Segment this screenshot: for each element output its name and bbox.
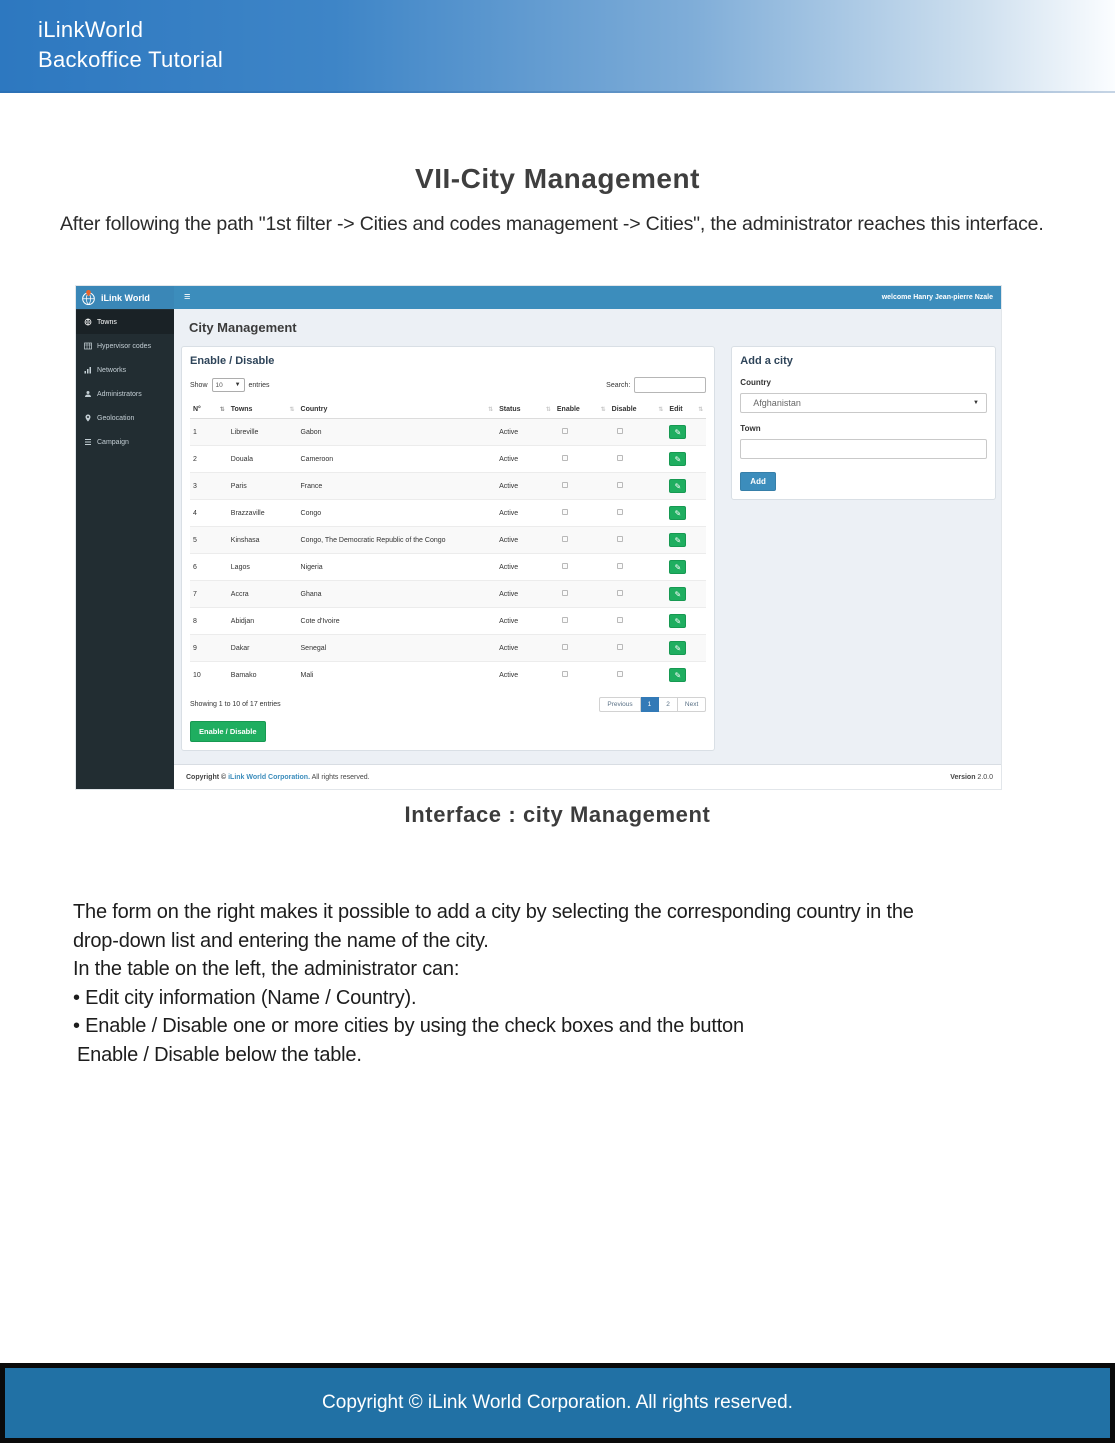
edit-button[interactable] (669, 668, 686, 682)
user-icon (84, 390, 92, 398)
col-header-number[interactable] (190, 401, 228, 419)
cell-status: Active (496, 662, 554, 689)
enable-disable-button[interactable]: Enable / Disable (190, 721, 266, 742)
edit-button[interactable] (669, 614, 686, 628)
company-link[interactable]: iLink World Corporation. (228, 773, 311, 781)
version-label: Version (950, 773, 976, 781)
sidebar-item-label: Hypervisor codes (97, 342, 152, 350)
page-header (0, 0, 1115, 93)
edit-icon: ✎ (674, 589, 682, 599)
col-header-enable[interactable] (554, 401, 609, 419)
cell-country: Cote d'Ivoire (298, 608, 497, 635)
cell-country: Cameroon (298, 446, 497, 473)
page-title: VII-City Management (415, 163, 700, 194)
signal-bars-icon (84, 366, 92, 374)
sidebar-item-hypervisor-codes[interactable] (76, 334, 174, 358)
description-line: • Enable / Disable one or more cities by using the check boxes and the button (73, 1015, 744, 1037)
enable-disable-panel (181, 346, 715, 751)
search-input[interactable] (634, 377, 706, 393)
edit-button[interactable] (669, 533, 686, 547)
edit-button[interactable] (669, 425, 686, 439)
sidebar-item-towns[interactable] (76, 310, 174, 334)
footer-copyright-text: Copyright © iLink World Corporation. All rights reserved. (322, 1392, 793, 1413)
town-label: Town (740, 424, 761, 433)
edit-icon: ✎ (674, 670, 682, 680)
cell-town: Douala (228, 446, 298, 473)
col-header-towns[interactable] (228, 401, 298, 419)
copyright-prefix: Copyright © (186, 773, 229, 781)
col-label: Edit (669, 406, 683, 413)
show-label: Show (190, 381, 208, 389)
edit-icon: ✎ (674, 454, 682, 464)
table-row (190, 419, 706, 446)
disable-checkbox[interactable] (617, 482, 623, 488)
sidebar-item-label: Networks (97, 366, 127, 374)
enable-checkbox[interactable] (562, 482, 568, 488)
page-length-value: 10 (215, 381, 223, 389)
table-row (190, 608, 706, 635)
version-number: 2.0.0 (975, 773, 993, 781)
brand-line-2: Backoffice Tutorial (38, 47, 224, 72)
panel-title: Add a city (740, 355, 793, 367)
description-line: In the table on the left, the administrator can: (73, 958, 460, 980)
cell-number: 1 (190, 419, 228, 446)
intro-paragraph: After following the path "1st filter -> Cities and codes management -> Cities", the administrator reaches this interface. (60, 213, 1044, 235)
panel-title: Enable / Disable (190, 355, 275, 367)
page-footer (0, 1363, 1115, 1443)
cell-town: Abidjan (228, 608, 298, 635)
description-line: • Edit city information (Name / Country). (73, 986, 417, 1009)
sidebar-item-campaign[interactable] (76, 430, 174, 454)
disable-checkbox[interactable] (617, 536, 623, 542)
sort-icon: ⇅ (219, 406, 225, 413)
table-row (190, 446, 706, 473)
table-row (190, 554, 706, 581)
table-row (190, 500, 706, 527)
cell-status: Active (496, 554, 554, 581)
cell-country: Ghana (298, 581, 497, 608)
edit-icon: ✎ (674, 616, 682, 626)
enable-checkbox[interactable] (562, 590, 568, 596)
cell-status: Active (496, 608, 554, 635)
cell-town: Brazzaville (228, 500, 298, 527)
col-label: Towns (230, 406, 253, 413)
enable-checkbox[interactable] (562, 428, 568, 434)
chevron-down-icon: ▼ (234, 382, 241, 388)
pagination-previous[interactable]: Previous (599, 697, 640, 712)
enable-checkbox[interactable] (562, 455, 568, 461)
sort-icon: ⇅ (488, 406, 494, 413)
cell-town: Dakar (228, 635, 298, 662)
brand-line-1: iLinkWorld (38, 17, 144, 42)
entries-label: entries (248, 381, 270, 389)
app-logo (76, 286, 174, 309)
cell-country: Congo, The Democratic Republic of the Congo (298, 527, 497, 554)
description-line: Enable / Disable below the table. (77, 1043, 362, 1066)
add-button[interactable]: Add (740, 472, 776, 491)
edit-icon: ✎ (674, 481, 682, 491)
globe-icon (84, 318, 92, 326)
cities-table (190, 401, 706, 689)
table-icon (84, 342, 92, 350)
app-brand: iLink World (101, 292, 150, 303)
cell-number: 9 (190, 635, 228, 662)
sidebar-item-label: Towns (97, 318, 117, 326)
cell-status: Active (496, 419, 554, 446)
sort-icon: ⇅ (600, 406, 606, 413)
country-selected-value: Afghanistan (753, 398, 801, 408)
figure-caption: Interface : city Management (404, 802, 711, 827)
col-label: N° (193, 406, 201, 413)
cell-number: 8 (190, 608, 228, 635)
edit-icon: ✎ (674, 643, 682, 653)
main-content (174, 309, 1001, 764)
enable-checkbox[interactable] (562, 509, 568, 515)
welcome-user-text: welcome Hanry Jean-pierre Nzale (881, 294, 993, 301)
sidebar-item-label: Geolocation (97, 414, 135, 422)
edit-button[interactable] (669, 452, 686, 466)
cell-number: 4 (190, 500, 228, 527)
edit-button[interactable] (669, 506, 686, 520)
cell-town: Paris (228, 473, 298, 500)
edit-icon: ✎ (674, 535, 682, 545)
menu-toggle-icon[interactable]: ≡ (184, 291, 191, 303)
col-header-country[interactable] (298, 401, 497, 419)
cell-country: Senegal (298, 635, 497, 662)
col-label: Enable (556, 406, 580, 413)
pagination (599, 697, 706, 712)
sort-icon: ⇅ (698, 406, 704, 413)
map-pin-icon (84, 414, 92, 422)
cell-status: Active (496, 527, 554, 554)
app-footer (174, 764, 1001, 789)
cell-number: 10 (190, 662, 228, 689)
country-select[interactable] (740, 393, 987, 413)
edit-button[interactable] (669, 560, 686, 574)
globe-pin-logo-icon (81, 290, 96, 306)
edit-icon: ✎ (674, 427, 682, 437)
table-row (190, 527, 706, 554)
cell-number: 3 (190, 473, 228, 500)
sidebar (76, 309, 174, 789)
col-label: Country (300, 406, 328, 413)
add-city-panel (731, 346, 996, 500)
pagination-page-1[interactable]: 1 (641, 697, 660, 712)
chevron-down-icon: ▼ (973, 400, 979, 406)
sidebar-item-label: Administrators (97, 390, 142, 398)
edit-button[interactable] (669, 479, 686, 493)
enable-checkbox[interactable] (562, 644, 568, 650)
disable-checkbox[interactable] (617, 617, 623, 623)
enable-checkbox[interactable] (562, 563, 568, 569)
table-row (190, 473, 706, 500)
col-header-disable[interactable] (609, 401, 667, 419)
sidebar-item-networks[interactable] (76, 358, 174, 382)
table-row (190, 581, 706, 608)
enable-checkbox[interactable] (562, 671, 568, 677)
sidebar-item-administrators[interactable] (76, 382, 174, 406)
edit-icon: ✎ (674, 508, 682, 518)
disable-checkbox[interactable] (617, 509, 623, 515)
town-input[interactable] (740, 439, 987, 459)
description-block (73, 898, 1073, 1069)
sort-icon: ⇅ (545, 406, 551, 413)
list-icon (84, 438, 92, 446)
disable-checkbox[interactable] (617, 563, 623, 569)
cell-town: Accra (228, 581, 298, 608)
edit-icon: ✎ (674, 562, 682, 572)
cell-town: Bamako (228, 662, 298, 689)
cell-number: 2 (190, 446, 228, 473)
page-length-select[interactable] (212, 378, 245, 392)
col-label: Status (499, 406, 521, 413)
disable-checkbox[interactable] (617, 455, 623, 461)
description-line: drop-down list and entering the name of the city. (73, 929, 489, 952)
sort-icon: ⇅ (289, 406, 295, 413)
cell-number: 6 (190, 554, 228, 581)
disable-checkbox[interactable] (617, 428, 623, 434)
cell-number: 5 (190, 527, 228, 554)
cell-number: 7 (190, 581, 228, 608)
cell-status: Active (496, 635, 554, 662)
screenshot-city-management (75, 285, 1002, 790)
pagination-next[interactable]: Next (678, 697, 706, 712)
cell-status: Active (496, 446, 554, 473)
enable-checkbox[interactable] (562, 617, 568, 623)
cell-country: Gabon (298, 419, 497, 446)
col-header-edit[interactable] (666, 401, 706, 419)
description-line: The form on the right makes it possible to add a city by selecting the corresponding country in the (73, 901, 914, 923)
col-header-status[interactable] (496, 401, 554, 419)
disable-checkbox[interactable] (617, 590, 623, 596)
disable-checkbox[interactable] (617, 671, 623, 677)
sidebar-item-geolocation[interactable] (76, 406, 174, 430)
table-row (190, 662, 706, 689)
content-heading: City Management (189, 320, 297, 335)
cell-town: Lagos (228, 554, 298, 581)
cell-country: Congo (298, 500, 497, 527)
cell-country: Mali (298, 662, 497, 689)
cell-country: France (298, 473, 497, 500)
rights-text: All rights reserved. (310, 773, 370, 781)
navbar (76, 286, 1001, 309)
cell-status: Active (496, 473, 554, 500)
country-label: Country (740, 378, 771, 387)
cell-status: Active (496, 500, 554, 527)
edit-button[interactable] (669, 641, 686, 655)
enable-checkbox[interactable] (562, 536, 568, 542)
search-label: Search: (606, 381, 631, 389)
cell-town: Libreville (228, 419, 298, 446)
sidebar-item-label: Campaign (97, 438, 129, 446)
edit-button[interactable] (669, 587, 686, 601)
showing-entries-text: Showing 1 to 10 of 17 entries (190, 700, 281, 708)
table-row (190, 635, 706, 662)
pagination-page-2[interactable]: 2 (659, 697, 678, 712)
disable-checkbox[interactable] (617, 644, 623, 650)
cell-status: Active (496, 581, 554, 608)
col-label: Disable (611, 406, 637, 413)
sort-icon: ⇅ (658, 406, 664, 413)
cell-town: Kinshasa (228, 527, 298, 554)
cell-country: Nigeria (298, 554, 497, 581)
